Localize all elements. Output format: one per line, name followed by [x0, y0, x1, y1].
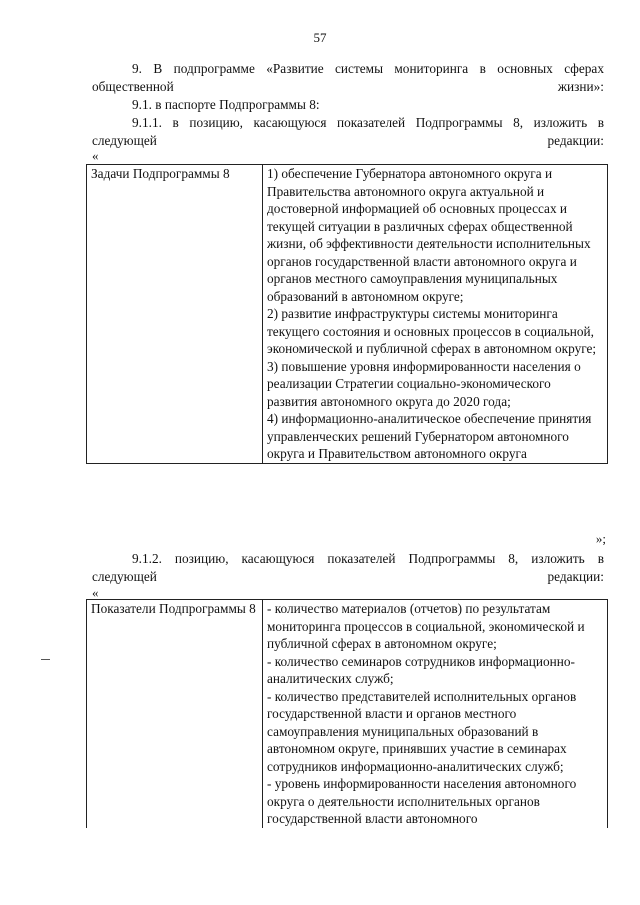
- indicator-item-3: - количество представителей исполнительных органов государственной власти и органов местного самоуправления муниципальных образований в автономном округе, принявших участие в семинарах сотрудников информационно-аналитических служб;: [267, 688, 577, 774]
- table-row: [87, 165, 608, 464]
- closing-quote-1: »;: [595, 531, 606, 546]
- margin-mark: [41, 659, 50, 660]
- task-item-1: 1) обеспечение Губернатора автономного округа и Правительства автономного округа актуальной и достоверной информацией об основных процессах и текущей ситуации в различных сферах общественной жизни, об эффективности деятельности исполнительных органов государственной власти автономного округа и органов местного самоуправления муниципальных образований в автономном округе;: [267, 166, 591, 304]
- section-9-1-heading: 9.1. в паспорте Подпрограммы 8:: [132, 97, 320, 112]
- task-item-3: 3) повышение уровня информированности населения о реализации Стратегии социально-экономического развития автономного округа до 2020 года;: [267, 358, 581, 409]
- opening-quote-2: «: [92, 585, 99, 600]
- task-item-4: 4) информационно-аналитическое обеспечение принятия управленческих решений Губернатором автономного округа и Правительством автономного округа: [267, 411, 592, 461]
- section-9-heading: 9. В подпрограмме «Развитие системы мониторинга в основных сферах общественной жизни»:: [92, 61, 604, 94]
- page-number: 57: [313, 30, 327, 45]
- indicator-item-4: - уровень информированности населения автономного округа о деятельности исполнительных органов государственной власти автономного: [267, 776, 577, 826]
- section-9-1-1-heading: 9.1.1. в позицию, касающуюся показателей Подпрограммы 8, изложить в следующей редакции:: [92, 115, 604, 148]
- indicators-table: [86, 599, 608, 828]
- section-9-1-2-heading: 9.1.2. позицию, касающуюся показателей Подпрограммы 8, изложить в следующей редакции:: [92, 551, 604, 584]
- task-item-2: 2) развитие инфраструктуры системы мониторинга текущего состояния и основных процессов в социальной, экономической и публичной сферах в автономном округе;: [267, 306, 597, 356]
- tasks-content-cell: [263, 165, 608, 464]
- tasks-table: [86, 164, 608, 464]
- tasks-label-cell: Задачи Подпрограммы 8: [87, 165, 263, 464]
- indicators-content-cell: [263, 600, 608, 828]
- indicators-label-cell: Показатели Подпрограммы 8: [87, 600, 263, 828]
- indicator-item-1: - количество материалов (отчетов) по результатам мониторинга процессов в социальной, экономической и публичной сферах в автономном округе;: [267, 601, 585, 651]
- opening-quote-1: «: [92, 148, 99, 163]
- table-row: [87, 600, 608, 828]
- indicator-item-2: - количество семинаров сотрудников информационно-аналитических служб;: [267, 653, 575, 686]
